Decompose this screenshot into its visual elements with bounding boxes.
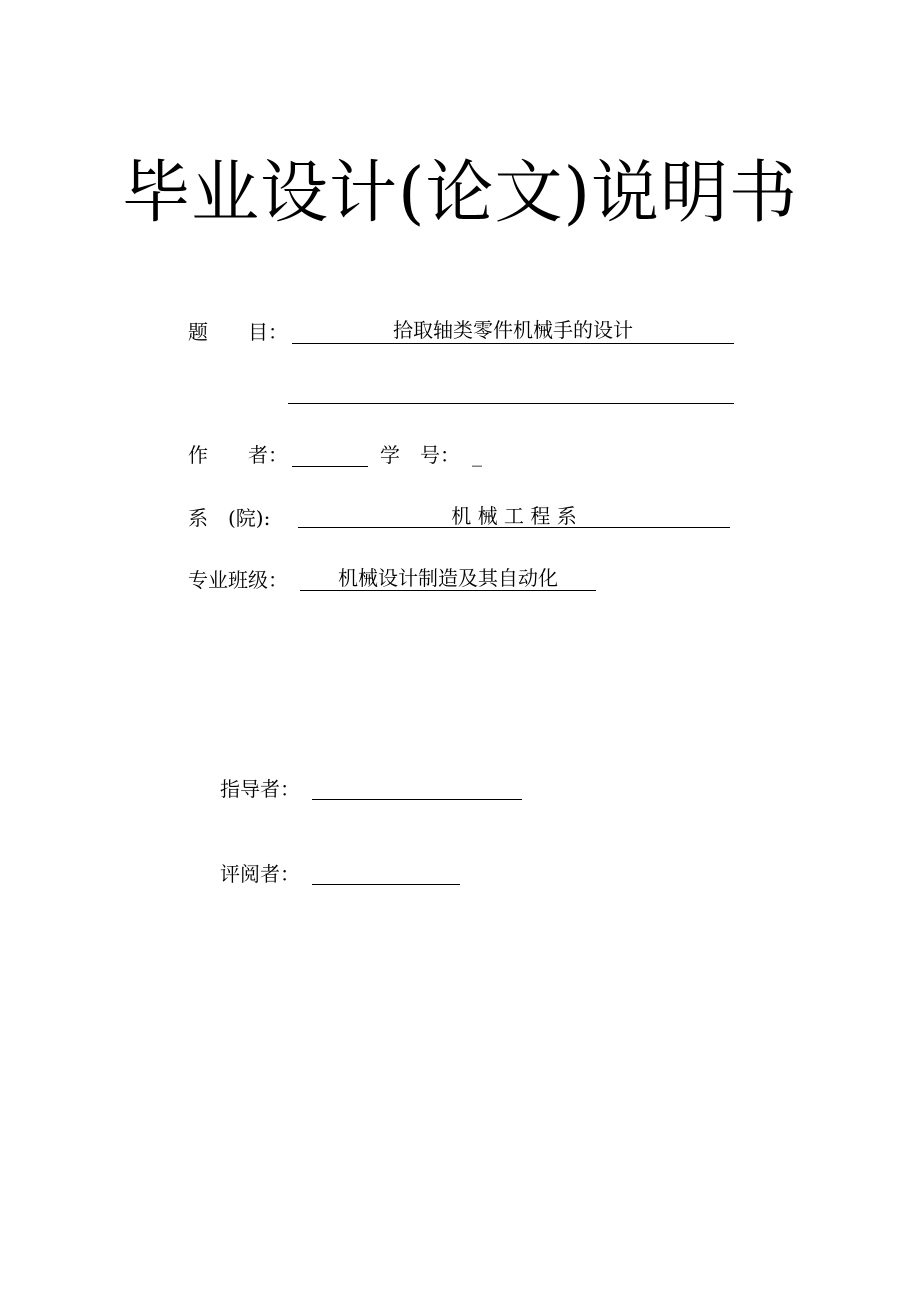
advisor-underline <box>312 799 522 800</box>
document-title: 毕业设计(论文)说明书 <box>121 154 799 233</box>
reviewer-underline <box>312 884 460 885</box>
topic-second-underline <box>288 403 734 404</box>
class-label: 专业班级： <box>188 568 288 592</box>
topic-underline <box>292 343 734 344</box>
author-label: 作 者： <box>188 443 288 467</box>
student-id-label: 学 号： <box>380 443 460 467</box>
class-underline <box>300 590 596 591</box>
reviewer-label: 评阅者： <box>220 862 300 886</box>
student-id-value: _ <box>472 443 482 467</box>
department-underline <box>298 527 730 528</box>
author-underline <box>292 466 368 467</box>
department-label: 系 (院): <box>188 506 271 530</box>
topic-value: 拾取轴类零件机械手的设计 <box>393 318 633 342</box>
advisor-label: 指导者： <box>220 777 300 801</box>
class-value: 机械设计制造及其自动化 <box>338 566 558 590</box>
topic-label: 题 目： <box>188 320 288 344</box>
department-value: 机 械 工 程 系 <box>451 504 577 528</box>
